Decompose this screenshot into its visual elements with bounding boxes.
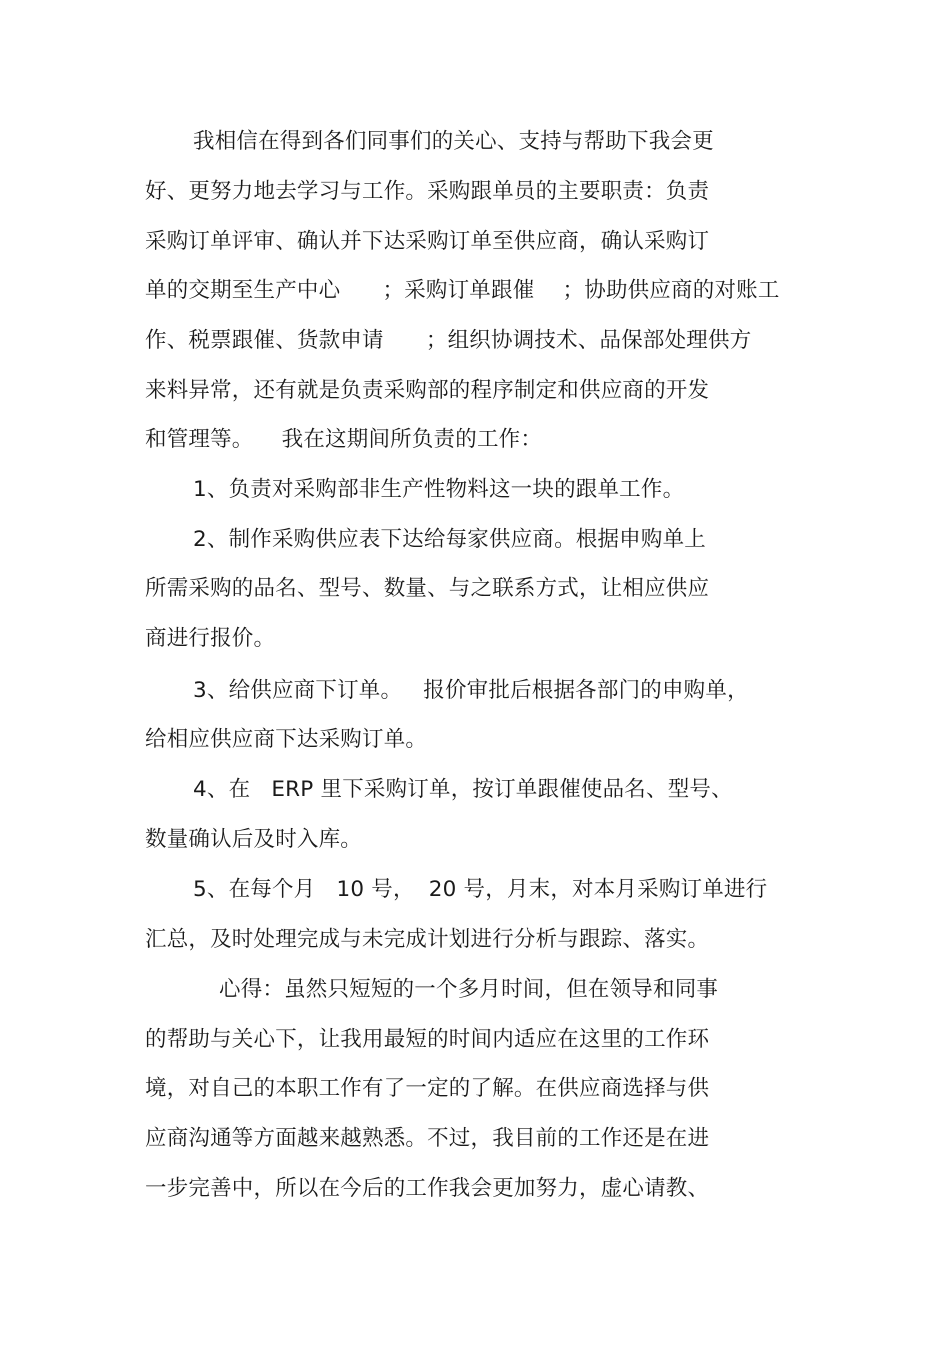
text-line: 数量确认后及时入库。 (145, 827, 363, 852)
text-line: 单的交期至生产中心 ；采购订单跟催 ；协助供应商的对账工 (145, 278, 780, 303)
text-line: 3、给供应商下订单。 报价审批后根据各部门的申购单， (193, 678, 749, 703)
text-line: 采购订单评审、确认并下达采购订单至供应商，确认采购订 (145, 229, 710, 254)
text-line: 4、在 ERP 里下采购订单，按订单跟催使品名、型号、 (193, 777, 733, 802)
text-line: 境，对自己的本职工作有了一定的了解。在供应商选择与供 (145, 1076, 710, 1101)
text-line: 来料异常，还有就是负责采购部的程序制定和供应商的开发 (145, 378, 710, 403)
text-line: 5、在每个月 10 号， 20 号，月末，对本月采购订单进行 (193, 877, 768, 902)
text-line: 2、制作采购供应表下达给每家供应商。根据申购单上 (193, 527, 706, 552)
text-line: 应商沟通等方面越来越熟悉。不过，我目前的工作还是在进 (145, 1126, 710, 1151)
text-line: 心得：虽然只短短的一个多月时间，但在领导和同事 (219, 977, 719, 1002)
text-line: 汇总，及时处理完成与未完成计划进行分析与跟踪、落实。 (145, 927, 710, 952)
text-line: 所需采购的品名、型号、数量、与之联系方式，让相应供应 (145, 576, 710, 601)
text-line: 的帮助与关心下，让我用最短的时间内适应在这里的工作环 (145, 1027, 710, 1052)
text-line: 好、更努力地去学习与工作。采购跟单员的主要职责：负责 (145, 179, 710, 204)
text-line: 1、负责对采购部非生产性物料这一块的跟单工作。 (193, 477, 685, 502)
text-line: 一步完善中，所以在今后的工作我会更加努力，虚心请教、 (145, 1176, 710, 1201)
text-line: 给相应供应商下达采购订单。 (145, 727, 428, 752)
text-line: 和管理等。 我在这期间所负责的工作： (145, 427, 543, 452)
text-line: 作、税票跟催、货款申请 ；组织协调技术、品保部处理供方 (145, 328, 752, 353)
text-line: 商进行报价。 (145, 626, 276, 651)
text-line: 我相信在得到各们同事们的关心、支持与帮助下我会更 (193, 129, 714, 154)
